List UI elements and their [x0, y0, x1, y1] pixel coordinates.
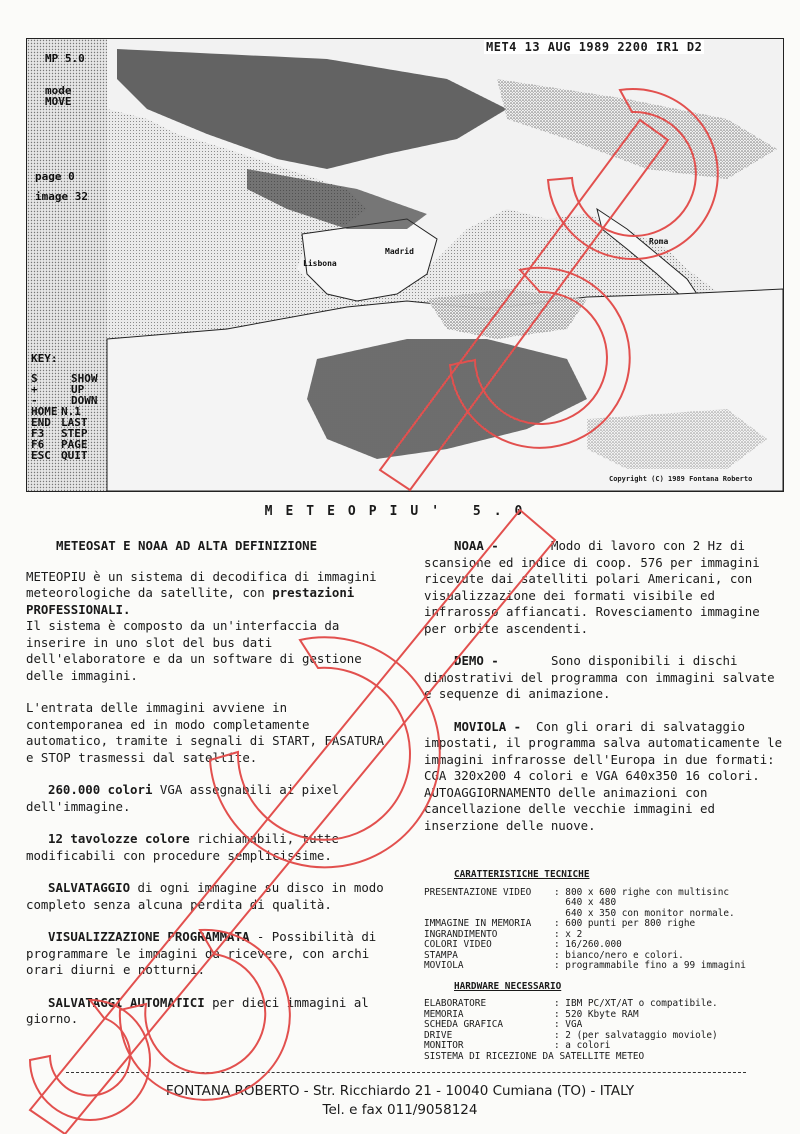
- left-column: [26, 538, 388, 1028]
- hardware-table: [424, 999, 718, 1052]
- system-paragraph: Il sistema è composto da un'interfaccia da inserire in uno slot del bus dati dell'elaboratore e da un software di gestione delle immagini.: [26, 618, 362, 683]
- footer-address: FONTANA ROBERTO - Str. Ricchiardo 21 - 10040 Cumiana (TO) - ITALY: [165, 1083, 635, 1099]
- table-row: 640 x 480: [565, 897, 617, 908]
- colors-paragraph: 260.000 colori VGA assegnabili ai pixel dell'immagine.: [26, 782, 339, 814]
- entry-paragraph: L'entrata delle immagini avviene in contemporanea ed in modo completamente automatico, tramite i segnali di START, FASATURA e STOP trasmessi dal satellite.: [26, 700, 385, 765]
- save-paragraph: SALVATAGGIO di ogni immagine su disco in modo completo senza alcuna perdita di qualità.: [26, 880, 384, 912]
- mode-value: MOVE: [45, 95, 72, 108]
- left-heading: METEOSAT E NOAA AD ALTA DEFINIZIONE: [56, 538, 318, 553]
- key-legend: [31, 373, 98, 461]
- table-row: ELABORATORE : IBM PC/XT/AT o compatibile.: [424, 998, 718, 1009]
- satellite-map: [27, 39, 783, 491]
- copyright-label: Copyright (C) 1989 Fontana Roberto: [609, 475, 753, 483]
- page-label: page 0: [35, 170, 75, 183]
- page-title: METEOPIU' 5.0: [264, 504, 536, 519]
- key-row: F3 STEP: [31, 427, 88, 440]
- table-row: INGRANDIMENTO : x 2: [424, 928, 583, 940]
- table-row: MEMORIA : 520 Kbyte RAM: [424, 1008, 639, 1020]
- table-row: DRIVE : 2 (per salvataggio moviole): [424, 1029, 718, 1041]
- moviola-paragraph: MOVIOLA - Con gli orari di salvataggio impostati, il programma salva automaticamente le immagini infrarosse dell'Europa in due formati: CGA 320x200 4 colori e VGA 640x350 16 colori.: [424, 718, 790, 783]
- right-column: [424, 538, 790, 834]
- table-row: IMMAGINE IN MEMORIA : 600 punti per 800 righe: [424, 918, 696, 929]
- key-row: - DOWN: [31, 394, 98, 407]
- tech-table: [424, 888, 746, 972]
- key-row: F6 PAGE: [31, 438, 88, 451]
- key-row: HOME N.1: [31, 405, 81, 418]
- key-row: END LAST: [31, 416, 88, 429]
- table-row: MONITOR : a colori: [424, 1040, 611, 1051]
- key-title: KEY:: [31, 352, 58, 365]
- table-row: COLORI VIDEO : 16/260.000: [424, 939, 622, 950]
- footer-phone: Tel. e fax 011/9058124: [322, 1102, 478, 1118]
- footer-divider: [66, 1072, 746, 1073]
- city-label: Lisbona: [303, 259, 337, 268]
- scheduled-paragraph: VISUALIZZAZIONE PROGRAMMATA - Possibilità di programmare le immagini da ricevere, con archi orari diurni e notturni.: [26, 929, 377, 977]
- table-row: MOVIOLA : programmabile fino a 99 immagini: [424, 960, 746, 971]
- demo-paragraph: DEMO - Sono disponibili i dischi dimostrativi del programma con immagini salvate e sequenze di animazione.: [424, 653, 783, 701]
- table-row: PRESENTAZIONE VIDEO : 800 x 600 righe con multisinc: [424, 886, 729, 898]
- hardware-last-row: SISTEMA DI RICEZIONE DA SATELLITE METEO: [424, 1050, 645, 1062]
- key-row: S SHOW: [31, 372, 98, 385]
- key-row: + UP: [31, 383, 85, 396]
- image-header: MET4 13 AUG 1989 2200 IR1 D2: [486, 40, 703, 54]
- table-row: SCHEDA GRAFICA : VGA: [424, 1019, 583, 1030]
- satellite-image-screen: [26, 38, 784, 492]
- intro-paragraph: METEOPIU è un sistema di decodifica di immagini meteorologiche da satellite, con prestazioni PROFESSIONALI.: [26, 568, 377, 617]
- version-label: MP 5.0: [45, 52, 85, 65]
- image-label: image 32: [35, 190, 88, 203]
- autosave-paragraph: SALVATAGGI AUTOMATICI per dieci immagini al giorno.: [26, 994, 369, 1026]
- table-row: STAMPA : bianco/nero e colori.: [424, 949, 684, 961]
- mode-label: mode: [45, 84, 72, 97]
- tech-specs: [424, 870, 794, 1062]
- palettes-paragraph: 12 tavolozze colore richiamabili, tutte modificabili con procedure semplicissime.: [26, 831, 339, 863]
- auto-update-paragraph: AUTOAGGIORNAMENTO delle animazioni con cancellazione delle vecchie immagini ed inserzione delle nuove.: [424, 784, 715, 833]
- tech-title: CARATTERISTICHE TECNICHE: [454, 869, 590, 880]
- city-label: Madrid: [385, 247, 414, 256]
- table-row: 640 x 350 con monitor normale.: [565, 907, 735, 919]
- city-label: Roma: [649, 237, 669, 246]
- hardware-title: HARDWARE NECESSARIO: [454, 980, 562, 992]
- key-row: ESC QUIT: [31, 449, 88, 462]
- noaa-paragraph: NOAA - Modo di lavoro con 2 Hz di scansione ed indice di coop. 576 per immagini ricevute dai satelliti polari Americani, con visualizzazione dei formati visibile ed infrarosso affiancati. Rovesciamento immagine per orbite ascendenti.: [424, 538, 768, 636]
